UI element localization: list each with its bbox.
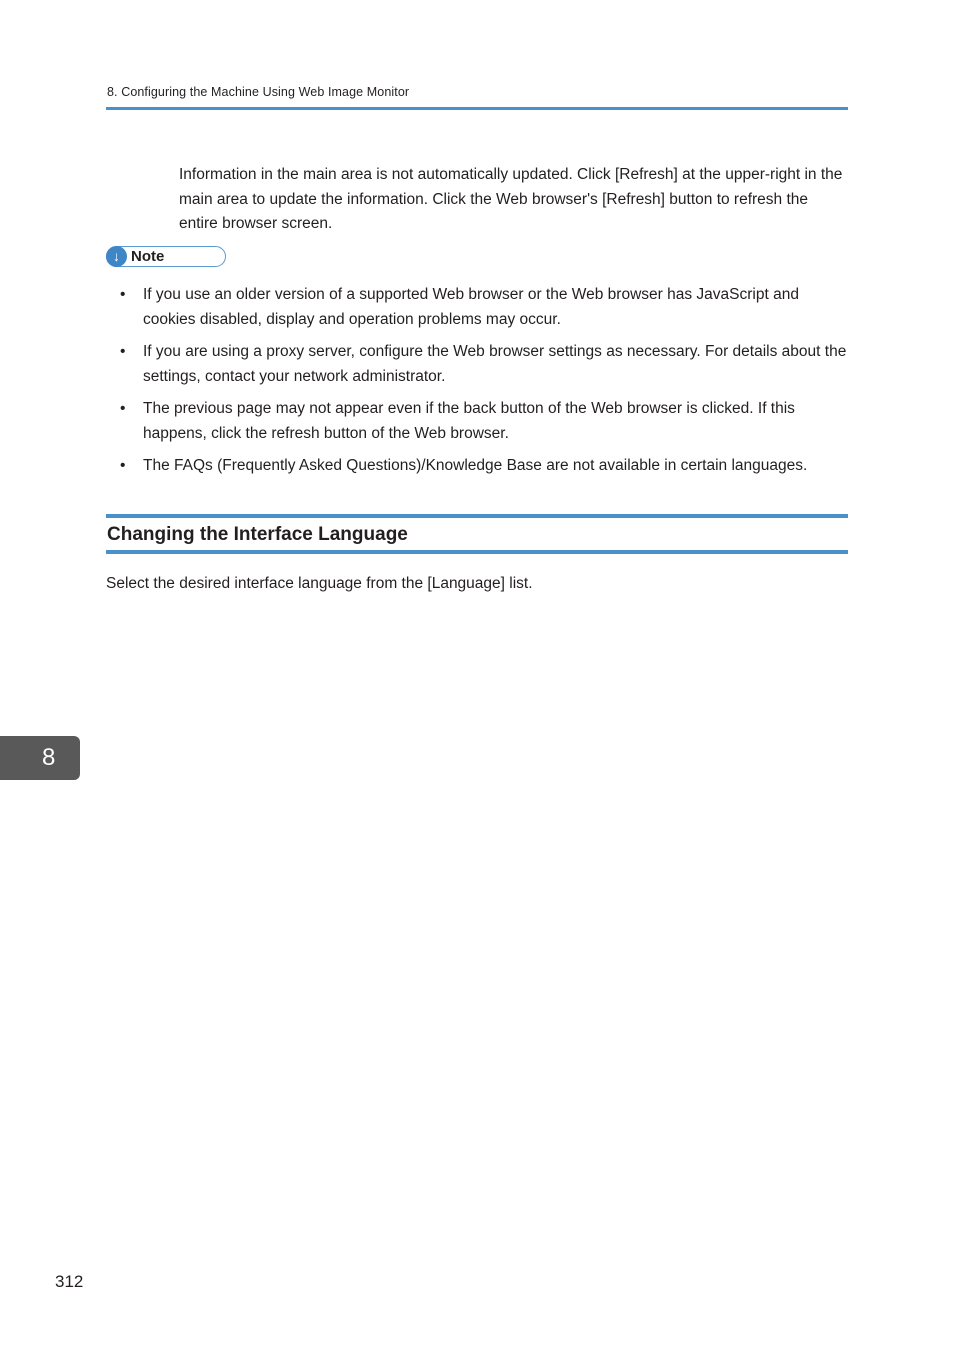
bullet: • xyxy=(120,343,126,360)
list-item xyxy=(118,282,850,332)
section-title: Changing the Interface Language xyxy=(107,524,408,545)
note-label: Note xyxy=(131,248,165,265)
note-list xyxy=(118,282,850,485)
section-body: Select the desired interface language from the [Language] list. xyxy=(106,575,533,592)
list-item-text: The previous page may not appear even if the back button of the Web browser is clicked. If this happens, click the refresh button of the Web browser. xyxy=(143,400,795,442)
list-item xyxy=(118,339,850,389)
list-item-text: The FAQs (Frequently Asked Questions)/Knowledge Base are not available in certain languages. xyxy=(143,457,808,474)
list-item xyxy=(118,453,850,478)
intro-paragraph: Information in the main area is not automatically updated. Click [Refresh] at the upper-right in the main area to update the information. Click the Web browser's [Refresh] button to refresh the entire browser screen. xyxy=(179,166,843,232)
page-number: 312 xyxy=(55,1272,84,1291)
running-header: 8. Configuring the Machine Using Web Image Monitor xyxy=(107,85,410,99)
arrow-down-circle-icon: ↓ xyxy=(106,246,127,267)
chapter-tab: 8 xyxy=(0,736,80,780)
bullet: • xyxy=(120,286,126,303)
bullet: • xyxy=(120,400,126,417)
note-badge xyxy=(106,246,226,267)
bullet: • xyxy=(120,457,126,474)
list-item xyxy=(118,396,850,446)
section-heading-bar xyxy=(106,514,848,554)
header-divider xyxy=(106,107,848,110)
list-item-text: If you are using a proxy server, configure the Web browser settings as necessary. For details about the settings, contact your network administrator. xyxy=(143,343,847,385)
list-item-text: If you use an older version of a supported Web browser or the Web browser has JavaScript and cookies disabled, display and operation problems may occur. xyxy=(143,286,799,328)
